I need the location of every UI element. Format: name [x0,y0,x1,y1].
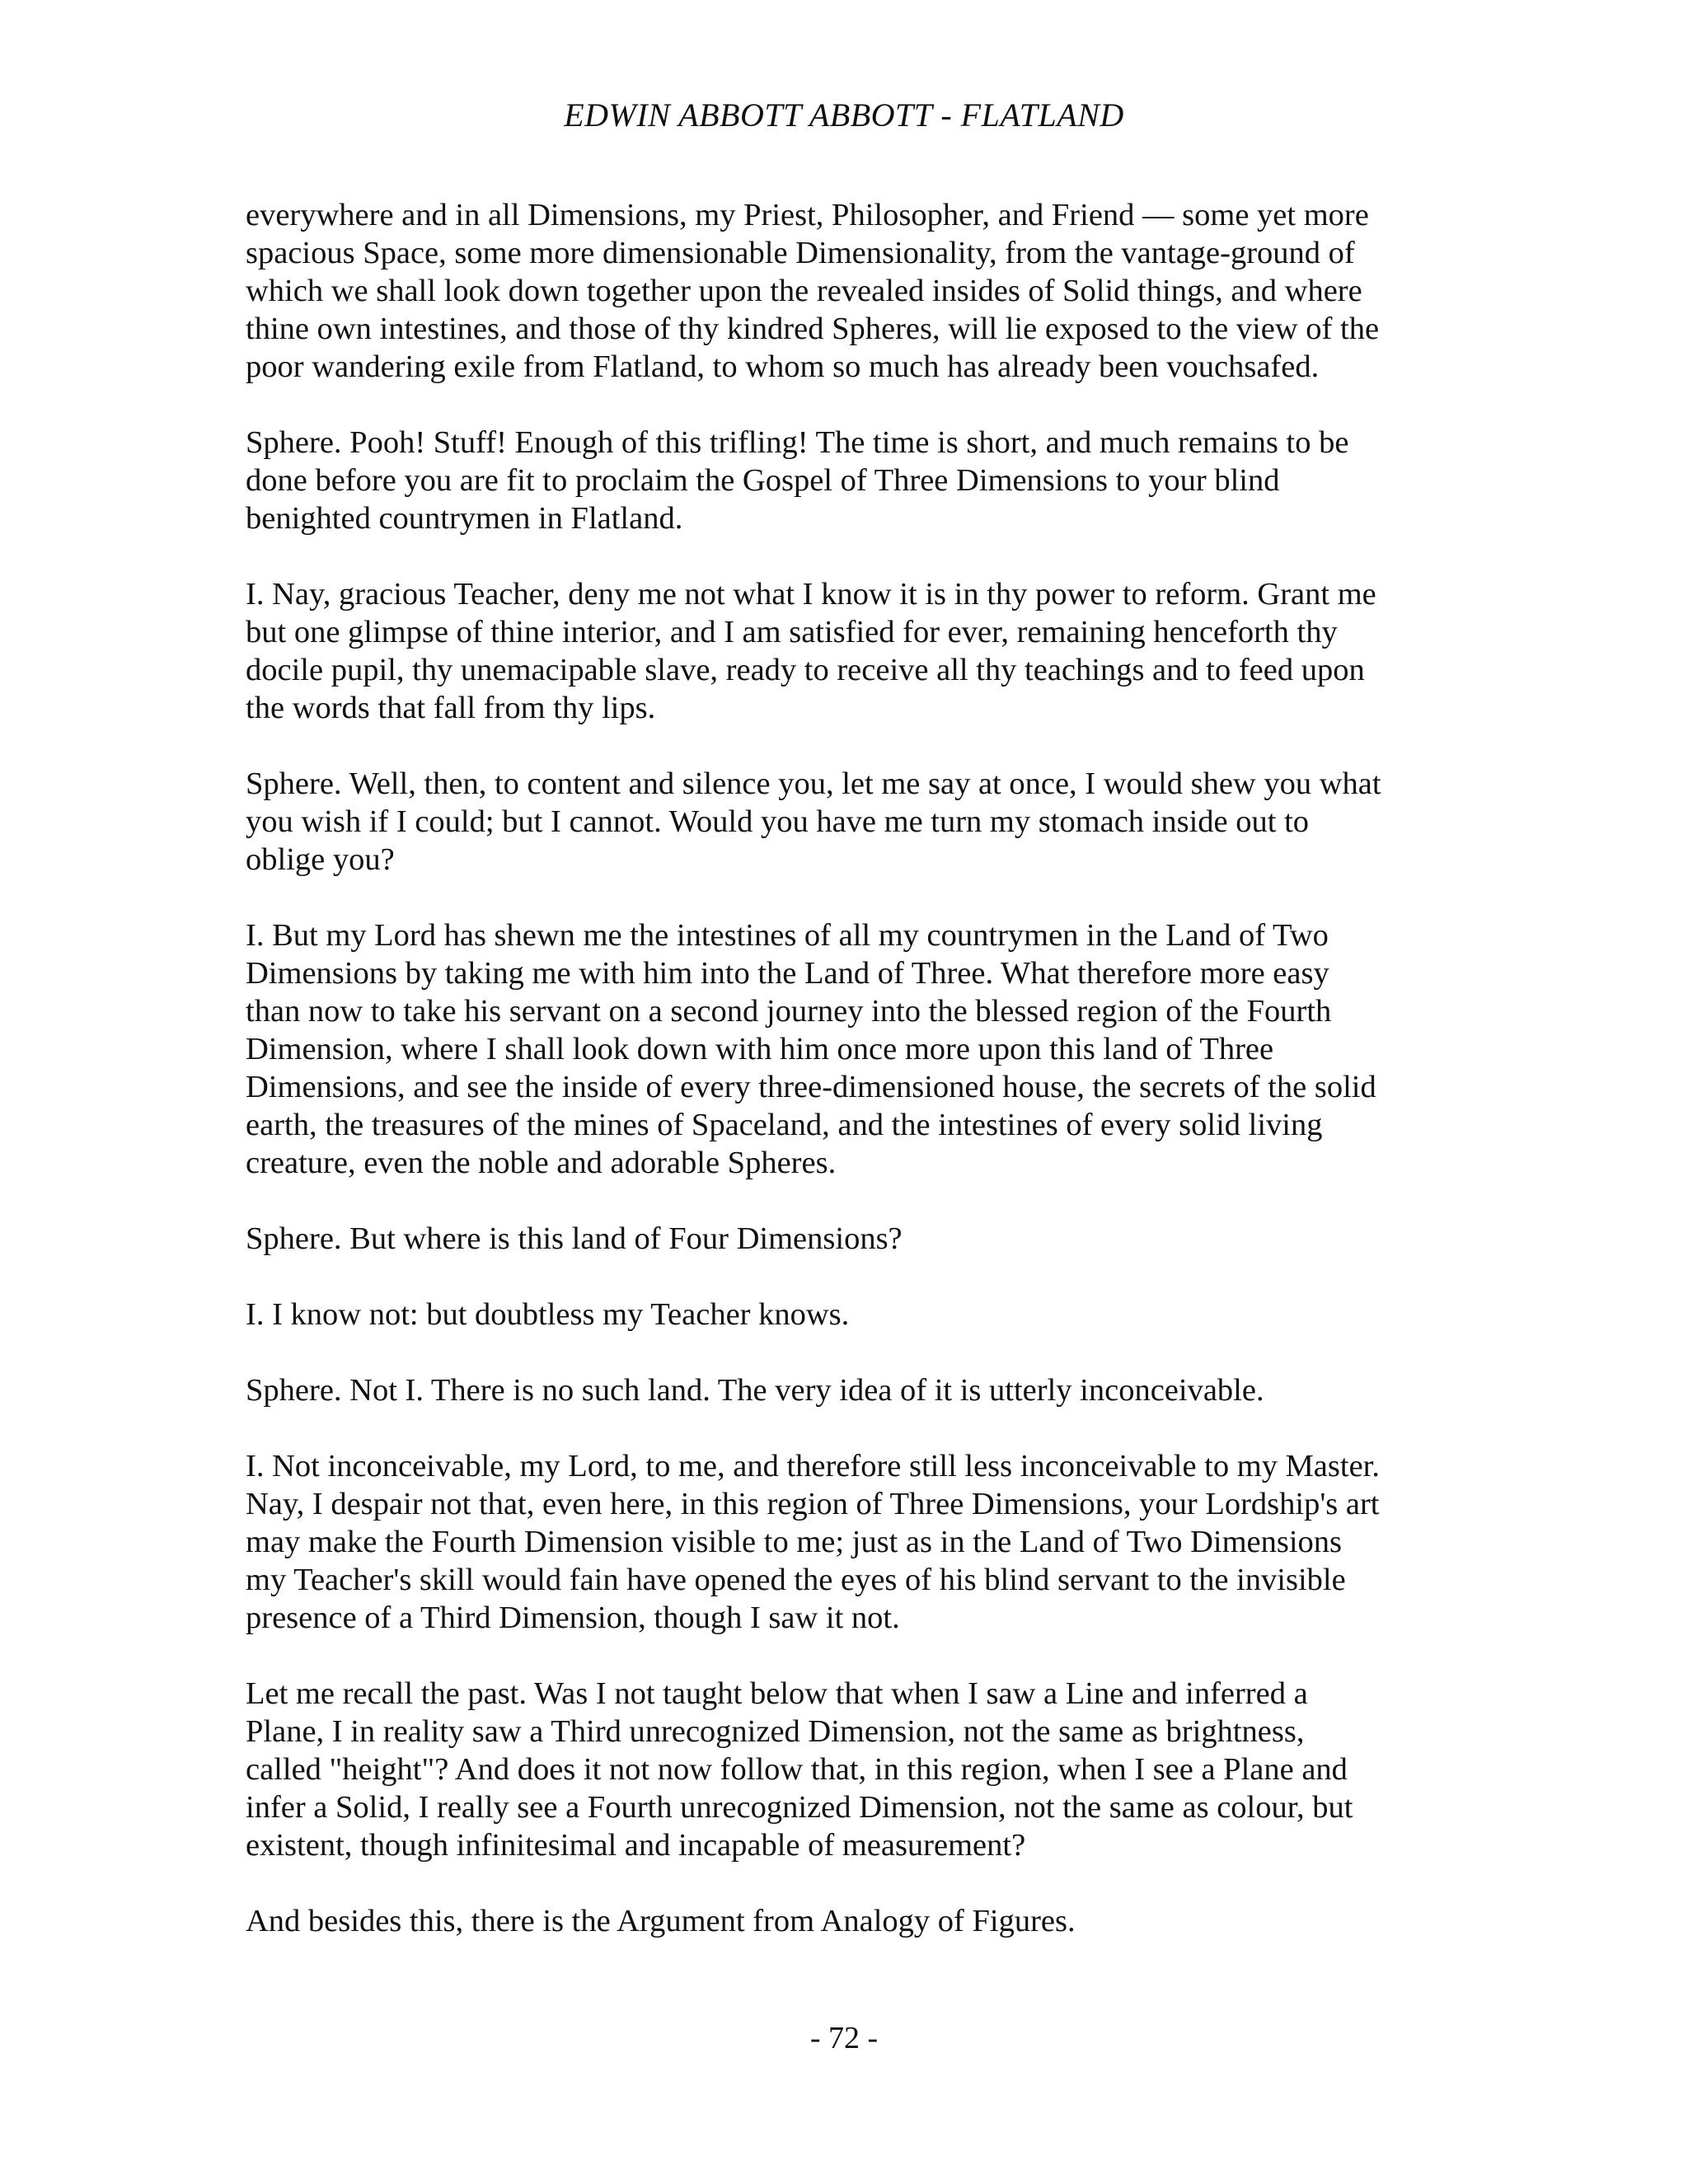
running-header: EDWIN ABBOTT ABBOTT - FLATLAND [564,96,1124,134]
paragraph: I. I know not: but doubtless my Teacher knows. [246,1297,850,1332]
page-number: - 72 - [809,2021,879,2055]
paragraph: I. Not inconceivable, my Lord, to me, and therefore still less inconceivable to my Master. Nay, I despair not that, even here, in this region of Three Dimensions, your Lordship's art may make the Fourth Dimension visible to me; just as in the Land of Two Dimensions my Teacher's skill would fain have opened the eyes of his blind servant to the invisible presence of a Third Dimension, though I saw it not. [246,1449,1380,1635]
paragraph: Let me recall the past. Was I not taught below that when I saw a Line and inferred a Plane, I in reality saw a Third unrecognized Dimension, not the same as brightness, called "height"? And does it not now follow that, in this region, when I see a Plane and infer a Solid, I really see a Fourth unrecognized Dimension, not the same as colour, but existent, though infinitesimal and incapable of measurement? [246,1676,1353,1863]
paragraph: Sphere. Not I. There is no such land. The very idea of it is utterly inconceivable. [246,1373,1264,1408]
paragraph: Sphere. Well, then, to content and silence you, let me say at once, I would shew you what you wish if I could; but I cannot. Would you have me turn my stomach inside out to oblige you? [246,766,1381,877]
body-text [246,196,1465,1978]
paragraph: I. But my Lord has shewn me the intestines of all my countrymen in the Land of Two Dimensions by taking me with him into the Land of Three. What therefore more easy than now to take his servant on a second journey into the blessed region of the Fourth Dimension, where I shall look down with him once more upon this land of Three Dimensions, and see the inside of every three-dimensioned house, the secrets of the solid earth, the treasures of the mines of Spaceland, and the intestines of every solid living creature, even the noble and adorable Spheres. [246,918,1376,1180]
paragraph: everywhere and in all Dimensions, my Priest, Philosopher, and Friend — some yet more spacious Space, some more dimensionable Dimensionality, from the vantage-ground of which we shall look down together upon the revealed insides of Solid things, and where thine own intestines, and those of thy kindred Spheres, will lie exposed to the view of the poor wandering exile from Flatland, to whom so much has already been vouchsafed. [246,198,1380,384]
paragraph: Sphere. But where is this land of Four Dimensions? [246,1221,903,1256]
paragraph: Sphere. Pooh! Stuff! Enough of this trifling! The time is short, and much remains to be done before you are fit to proclaim the Gospel of Three Dimensions to your blind benighted countrymen in Flatland. [246,425,1349,536]
paragraph: And besides this, there is the Argument from Analogy of Figures. [246,1904,1076,1938]
paragraph: I. Nay, gracious Teacher, deny me not what I know it is in thy power to reform. Grant me but one glimpse of thine interior, and I am satisfied for ever, remaining henceforth thy docile pupil, thy unemacipable slave, ready to receive all thy teachings and to feed upon the words that fall from thy lips. [246,577,1376,725]
